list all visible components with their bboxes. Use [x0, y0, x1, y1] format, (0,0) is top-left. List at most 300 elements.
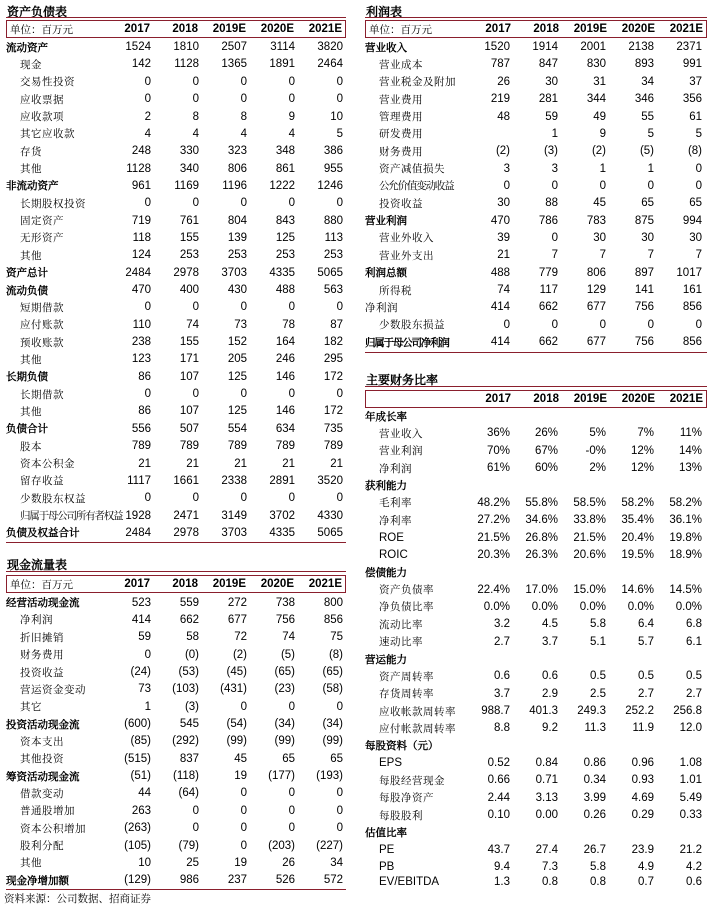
balance-sheet-cell: 430 — [227, 284, 247, 297]
ratios-row — [365, 460, 707, 477]
balance-sheet-year: 2018 — [172, 23, 198, 35]
balance-sheet-cell: 0 — [144, 75, 151, 88]
ratios-cell: 27.2% — [477, 514, 510, 527]
cash-flow-cell: (99) — [274, 735, 295, 748]
income-statement-row — [365, 91, 707, 108]
ratios-cell: 58.2% — [669, 496, 702, 509]
ratios-cell: 0.0% — [483, 600, 510, 613]
income-statement-cell: 662 — [538, 336, 558, 349]
balance-sheet-cell: 804 — [227, 214, 247, 227]
balance-sheet-cell: 248 — [131, 145, 151, 158]
balance-sheet-cell: 0 — [288, 197, 295, 210]
balance-sheet-cell: 164 — [275, 336, 295, 349]
cash-flow-cell: 0 — [288, 700, 295, 713]
ratios-cell: 0.33 — [679, 809, 702, 822]
balance-sheet-cell: 253 — [323, 249, 343, 262]
income-statement-cell: 219 — [490, 93, 510, 106]
balance-sheet-row-label: 其他 — [20, 405, 42, 418]
cash-flow-cell: 523 — [131, 596, 151, 609]
balance-sheet-cell: 21 — [330, 457, 343, 470]
ratios-row — [365, 477, 707, 494]
balance-sheet-cell: 205 — [227, 353, 247, 366]
ratios-row-label: 营业利润 — [379, 445, 423, 458]
cash-flow-row-label: 投资收益 — [20, 666, 64, 679]
ratios-row — [365, 720, 707, 737]
income-statement-row — [365, 247, 707, 264]
cash-flow-cell: (227) — [316, 839, 343, 852]
ratios-cell: 60% — [534, 462, 558, 475]
balance-sheet-cell: 253 — [179, 249, 199, 262]
balance-sheet-cell: 139 — [227, 231, 247, 244]
balance-sheet-cell: 182 — [323, 336, 343, 349]
balance-sheet-cell: 5065 — [317, 526, 343, 539]
balance-sheet-cell: 4 — [288, 127, 295, 140]
balance-sheet-row — [6, 195, 346, 212]
cash-flow-cell: (118) — [173, 770, 199, 783]
balance-sheet-cell: 10 — [330, 110, 343, 123]
balance-sheet-cell: 21 — [138, 457, 151, 470]
income-statement-cell: 88 — [545, 197, 558, 210]
cash-flow-cell: 0 — [144, 648, 151, 661]
income-statement-cell: 783 — [586, 214, 606, 227]
ratios-cell: 35.4% — [621, 514, 654, 527]
balance-sheet-cell: 2484 — [125, 526, 151, 539]
ratios-cell: 9.2 — [542, 722, 558, 735]
balance-sheet-cell: 1128 — [126, 162, 151, 175]
cash-flow-cell: 25 — [186, 856, 199, 869]
ratios-year: 2020E — [621, 393, 655, 405]
ratios-cell: 1.01 — [679, 774, 702, 787]
income-statement-row — [365, 299, 707, 316]
cash-flow-cell: (99) — [226, 735, 247, 748]
balance-sheet-cell: 0 — [336, 93, 343, 106]
ratios-cell: 0.66 — [487, 774, 510, 787]
cash-flow-cell: 0 — [192, 822, 199, 835]
balance-sheet-bottom-rule — [6, 542, 346, 543]
ratios-cell: 11% — [679, 427, 702, 440]
ratios-row — [365, 772, 707, 789]
ratios-cell: 21.5% — [573, 531, 606, 544]
cash-flow-row — [6, 872, 346, 889]
balance-sheet-row — [6, 368, 346, 385]
ratios-cell: 2.5 — [590, 687, 606, 700]
cash-flow-cell: 272 — [227, 596, 247, 609]
ratios-row — [365, 807, 707, 824]
ratios-row-label: 每股股利 — [379, 809, 423, 822]
cash-flow-cell: 0 — [192, 804, 199, 817]
cash-flow-year: 2018 — [172, 578, 198, 590]
cash-flow-cell: 986 — [179, 874, 199, 887]
balance-sheet-cell: 1222 — [269, 179, 295, 192]
cash-flow-row-label: 其他 — [20, 857, 42, 870]
balance-sheet-cell: 3820 — [317, 41, 343, 54]
income-statement-cell: 1 — [551, 127, 558, 140]
balance-sheet-row — [6, 386, 346, 403]
income-statement-cell: 0 — [503, 179, 510, 192]
balance-sheet-row-label: 长期负债 — [6, 371, 48, 384]
ratios-cell: 7% — [637, 427, 654, 440]
income-statement-cell: 991 — [682, 58, 702, 71]
cash-flow-cell: 65 — [330, 752, 343, 765]
cash-flow-year: 2021E — [308, 578, 342, 590]
balance-sheet-cell: 323 — [227, 145, 247, 158]
balance-sheet-cell: 761 — [179, 214, 199, 227]
income-statement-cell: 756 — [634, 301, 654, 314]
ratios-cell: 0.29 — [631, 809, 654, 822]
ratios-cell: 5.49 — [679, 791, 702, 804]
balance-sheet-cell: 0 — [288, 492, 295, 505]
ratios-cell: 0.6 — [686, 875, 702, 888]
ratios-cell: 0.0% — [627, 600, 654, 613]
balance-sheet-cell: 843 — [275, 214, 295, 227]
ratios-row — [365, 425, 707, 442]
balance-sheet-row — [6, 455, 346, 472]
balance-sheet-cell: 4 — [192, 127, 199, 140]
ratios-cell: 26.7 — [583, 843, 606, 856]
balance-sheet-cell: 295 — [323, 353, 343, 366]
balance-sheet-cell: 488 — [275, 284, 295, 297]
balance-sheet-cell: 2464 — [317, 58, 343, 71]
balance-sheet-cell: 2338 — [221, 474, 247, 487]
ratios-row — [365, 442, 707, 459]
cash-flow-row-label: 经营活动现金流 — [6, 597, 80, 610]
income-statement-cell: 2371 — [676, 41, 702, 54]
income-statement-row-label: 营业成本 — [379, 58, 423, 71]
balance-sheet-cell: 961 — [131, 179, 151, 192]
cash-flow-cell: 756 — [275, 613, 295, 626]
cash-flow-cell: (24) — [130, 666, 151, 679]
balance-sheet-cell: 4 — [144, 127, 151, 140]
income-statement-cell: 2001 — [580, 41, 606, 54]
balance-sheet-cell: 2484 — [125, 266, 151, 279]
balance-sheet-cell: 0 — [144, 197, 151, 210]
ratios-cell: 23.9 — [631, 843, 654, 856]
income-statement-row — [365, 56, 707, 73]
ratios-row-label: 获利能力 — [365, 480, 407, 493]
balance-sheet-row-label: 应收款项 — [20, 111, 64, 124]
income-statement-cell: (8) — [687, 145, 702, 158]
income-statement-cell: 786 — [538, 214, 558, 227]
balance-sheet-row — [6, 39, 346, 56]
cash-flow-cell: (53) — [178, 666, 199, 679]
income-statement-row — [365, 281, 707, 298]
balance-sheet-unit: 单位：百万元 — [10, 23, 73, 36]
ratios-cell: 6.8 — [686, 618, 702, 631]
income-statement-row — [365, 195, 707, 212]
balance-sheet-row-label: 其它应收款 — [20, 128, 75, 141]
balance-sheet-cell: 1661 — [173, 474, 199, 487]
cash-flow-cell: 0 — [288, 787, 295, 800]
balance-sheet-row-label: 资产总计 — [6, 267, 48, 280]
balance-sheet-cell: 4335 — [269, 526, 295, 539]
cash-flow-cell: (51) — [130, 770, 151, 783]
ratios-cell: 3.99 — [583, 791, 606, 804]
cash-flow-cell: (58) — [322, 683, 343, 696]
income-statement-cell: 34 — [641, 75, 654, 88]
ratios-cell: 61% — [486, 462, 510, 475]
balance-sheet-cell: 806 — [227, 162, 247, 175]
balance-sheet-cell: 238 — [131, 336, 151, 349]
balance-sheet-cell: 3703 — [221, 526, 247, 539]
cash-flow-cell: (85) — [130, 735, 151, 748]
balance-sheet-row-label: 负债合计 — [6, 423, 48, 436]
cash-flow-cell: 0 — [240, 804, 247, 817]
ratios-cell: 3.7 — [494, 687, 510, 700]
ratios-row-label: 应收帐款周转率 — [379, 705, 456, 718]
balance-sheet-row — [6, 108, 346, 125]
cash-flow-cell: 45 — [234, 752, 247, 765]
balance-sheet-cell: 125 — [275, 231, 295, 244]
income-statement-cell: 677 — [586, 301, 606, 314]
income-statement-year: 2021E — [669, 23, 703, 35]
balance-sheet-cell: 1196 — [222, 179, 247, 192]
balance-sheet-cell: 21 — [186, 457, 199, 470]
income-statement-cell: 0 — [695, 318, 702, 331]
income-statement-row-label: 资产减值损失 — [379, 163, 445, 176]
income-statement-cell: 0 — [551, 179, 558, 192]
income-statement-cell: 677 — [586, 336, 606, 349]
cash-flow-cell: (0) — [184, 648, 199, 661]
balance-sheet-cell: 0 — [288, 301, 295, 314]
ratios-cell: 7.3 — [542, 861, 558, 874]
balance-sheet-row-label: 少数股东权益 — [20, 492, 86, 505]
balance-sheet-row — [6, 177, 346, 194]
balance-sheet-cell: 125 — [227, 370, 247, 383]
cash-flow-cell: 414 — [131, 613, 151, 626]
income-statement-row — [365, 73, 707, 90]
cash-flow-cell: (177) — [268, 770, 295, 783]
balance-sheet-cell: 0 — [144, 388, 151, 401]
income-statement-cell: 49 — [593, 110, 606, 123]
balance-sheet-cell: 113 — [324, 231, 343, 244]
ratios-row-label: 每股净资产 — [379, 792, 434, 805]
ratios-header — [365, 390, 707, 408]
ratios-cell: 2.7 — [494, 635, 510, 648]
balance-sheet-cell: 0 — [192, 301, 199, 314]
balance-sheet-cell: 789 — [179, 440, 199, 453]
ratios-cell: 17.0% — [525, 583, 558, 596]
ratios-cell: 12% — [630, 444, 654, 457]
income-statement-cell: 356 — [682, 93, 702, 106]
cash-flow-row-label: 财务费用 — [20, 649, 64, 662]
cash-flow-cell: (65) — [274, 666, 295, 679]
ratios-cell: 0.0% — [579, 600, 606, 613]
ratios-row — [365, 789, 707, 806]
balance-sheet-cell: 246 — [275, 353, 295, 366]
balance-sheet-cell: 554 — [227, 422, 247, 435]
balance-sheet-cell: 3114 — [270, 41, 295, 54]
income-statement-row-label: 研发费用 — [379, 128, 423, 141]
balance-sheet-cell: 0 — [240, 301, 247, 314]
ratios-row-label: 净负债比率 — [379, 601, 434, 614]
income-statement-cell: 30 — [689, 231, 702, 244]
cash-flow-year: 2020E — [260, 578, 294, 590]
income-statement-cell: 344 — [586, 93, 606, 106]
income-statement-cell: 0 — [695, 162, 702, 175]
income-statement-cell: (2) — [495, 145, 510, 158]
ratios-cell: 6.1 — [686, 635, 702, 648]
ratios-row-label: 应付帐款周转率 — [379, 722, 456, 735]
balance-sheet-row — [6, 247, 346, 264]
ratios-cell: 0.00 — [535, 809, 558, 822]
income-statement-cell: 48 — [497, 110, 510, 123]
ratios-cell: 0.8 — [542, 875, 558, 888]
income-statement-cell: 787 — [490, 58, 510, 71]
cash-flow-row-label: 股利分配 — [20, 840, 64, 853]
cash-flow-row-label: 营运资金变动 — [20, 683, 86, 696]
ratios-cell: 8.8 — [494, 722, 510, 735]
ratios-cell: 3.7 — [542, 635, 558, 648]
balance-sheet-cell: 87 — [330, 318, 343, 331]
balance-sheet-cell: 735 — [323, 422, 343, 435]
income-statement-cell: 1 — [599, 162, 606, 175]
ratios-cell: 0.34 — [583, 774, 606, 787]
income-statement-row — [365, 264, 707, 281]
ratios-cell: 0.26 — [583, 809, 606, 822]
cash-flow-cell: (515) — [124, 752, 151, 765]
balance-sheet-header — [6, 20, 346, 38]
cash-flow-cell: 677 — [227, 613, 247, 626]
ratios-row — [365, 702, 707, 719]
cash-flow-cell: 0 — [240, 787, 247, 800]
income-statement-unit: 单位：百万元 — [369, 23, 432, 36]
balance-sheet-cell: 789 — [131, 440, 151, 453]
income-statement-cell: 30 — [545, 75, 558, 88]
income-statement-cell: 281 — [538, 93, 558, 106]
cash-flow-row — [6, 768, 346, 785]
balance-sheet-cell: 2978 — [173, 266, 199, 279]
balance-sheet-cell: 789 — [275, 440, 295, 453]
ratios-year: 2018 — [533, 393, 559, 405]
balance-sheet-cell: 155 — [179, 336, 199, 349]
ratios-cell: 12.0 — [679, 722, 702, 735]
income-statement-cell: 414 — [490, 301, 510, 314]
ratios-row — [365, 685, 707, 702]
balance-sheet-cell: 3149 — [221, 509, 247, 522]
balance-sheet-row-label: 其他 — [20, 353, 42, 366]
cash-flow-row — [6, 646, 346, 663]
cash-flow-cell: 572 — [323, 874, 343, 887]
income-statement-row-label: 公允价值变动收益 — [379, 180, 454, 193]
income-statement-cell: 55 — [641, 110, 654, 123]
income-statement-row — [365, 333, 707, 350]
balance-sheet-cell: 0 — [336, 388, 343, 401]
cash-flow-cell: (600) — [124, 718, 151, 731]
ratios-row-label: PB — [379, 861, 395, 874]
ratios-row-label: ROE — [379, 531, 404, 544]
cash-flow-cell: 0 — [288, 804, 295, 817]
income-statement-row-label: 营业外收入 — [379, 232, 434, 245]
balance-sheet-cell: 107 — [179, 405, 199, 418]
balance-sheet-cell: 0 — [336, 301, 343, 314]
balance-sheet-year: 2019E — [212, 23, 246, 35]
ratios-row — [365, 650, 707, 667]
ratios-cell: 13% — [678, 462, 702, 475]
ratios-cell: 20.6% — [573, 548, 606, 561]
ratios-cell: 15.0% — [573, 583, 606, 596]
ratios-cell: 2% — [589, 462, 606, 475]
cash-flow-cell: (2) — [232, 648, 247, 661]
ratios-cell: 1.08 — [679, 757, 702, 770]
ratios-cell: 5% — [589, 427, 606, 440]
income-statement-cell: 856 — [682, 336, 702, 349]
ratios-cell: 5.8 — [590, 861, 606, 874]
ratios-cell: 4.2 — [686, 861, 702, 874]
balance-sheet-row-label: 股本 — [20, 440, 42, 453]
balance-sheet-cell: 253 — [227, 249, 247, 262]
ratios-row — [365, 564, 707, 581]
income-statement-header — [365, 20, 707, 38]
ratios-cell: 70% — [486, 444, 510, 457]
cash-flow-cell: (99) — [322, 735, 343, 748]
ratios-row — [365, 616, 707, 633]
source-note: 资料来源：公司数据、招商证券 — [4, 893, 151, 905]
income-statement-cell: 0 — [551, 318, 558, 331]
balance-sheet-row-label: 应收票据 — [20, 93, 64, 106]
balance-sheet-row — [6, 91, 346, 108]
income-statement-year: 2018 — [533, 23, 559, 35]
ratios-cell: 14.6% — [621, 583, 654, 596]
income-statement-cell: 30 — [593, 231, 606, 244]
balance-sheet-cell: 2978 — [173, 526, 199, 539]
income-statement-cell: 1520 — [484, 41, 510, 54]
income-statement-cell: 3 — [503, 162, 510, 175]
balance-sheet-cell: 125 — [227, 405, 247, 418]
balance-sheet-cell: 1891 — [269, 58, 295, 71]
income-statement-cell: (5) — [639, 145, 654, 158]
cash-flow-cell: (45) — [226, 666, 247, 679]
balance-sheet-row — [6, 316, 346, 333]
balance-sheet-cell: 21 — [282, 457, 295, 470]
ratios-cell: 33.8% — [573, 514, 606, 527]
cash-flow-cell: 73 — [138, 683, 151, 696]
ratios-row — [365, 529, 707, 546]
cash-flow-cell: 0 — [336, 787, 343, 800]
balance-sheet-cell: 556 — [131, 422, 151, 435]
cash-flow-cell: 800 — [323, 596, 343, 609]
income-statement-cell: 129 — [586, 284, 606, 297]
balance-sheet-cell: 1246 — [317, 179, 343, 192]
ratios-cell: 58.5% — [573, 496, 606, 509]
income-statement-top-rule — [365, 17, 707, 18]
income-statement-cell: 65 — [689, 197, 702, 210]
cash-flow-cell: (54) — [226, 718, 247, 731]
ratios-cell: 0.6 — [542, 670, 558, 683]
ratios-cell: 2.7 — [638, 687, 654, 700]
ratios-cell: 20.4% — [621, 531, 654, 544]
income-statement-cell: 346 — [634, 93, 654, 106]
balance-sheet-row-label: 流动负债 — [6, 284, 48, 297]
balance-sheet-cell: 0 — [144, 93, 151, 106]
cash-flow-row-label: 资本公积增加 — [20, 822, 86, 835]
cash-flow-row — [6, 663, 346, 680]
ratios-row-label: 净利润 — [379, 462, 412, 475]
cash-flow-row-label: 现金净增加额 — [6, 874, 69, 887]
income-statement-cell: 7 — [551, 249, 558, 262]
cash-flow-header — [6, 575, 346, 593]
balance-sheet-cell: 340 — [179, 162, 199, 175]
income-statement-cell: 994 — [682, 214, 702, 227]
cash-flow-cell: (105) — [124, 839, 151, 852]
balance-sheet-row-label: 存货 — [20, 145, 42, 158]
cash-flow-unit: 单位：百万元 — [10, 578, 73, 591]
cash-flow-cell: (5) — [280, 648, 295, 661]
cash-flow-row — [6, 594, 346, 611]
income-statement-cell: 2138 — [628, 41, 654, 54]
ratios-cell: 55.8% — [525, 496, 558, 509]
ratios-cell: 20.3% — [477, 548, 510, 561]
balance-sheet-cell: 118 — [132, 231, 151, 244]
